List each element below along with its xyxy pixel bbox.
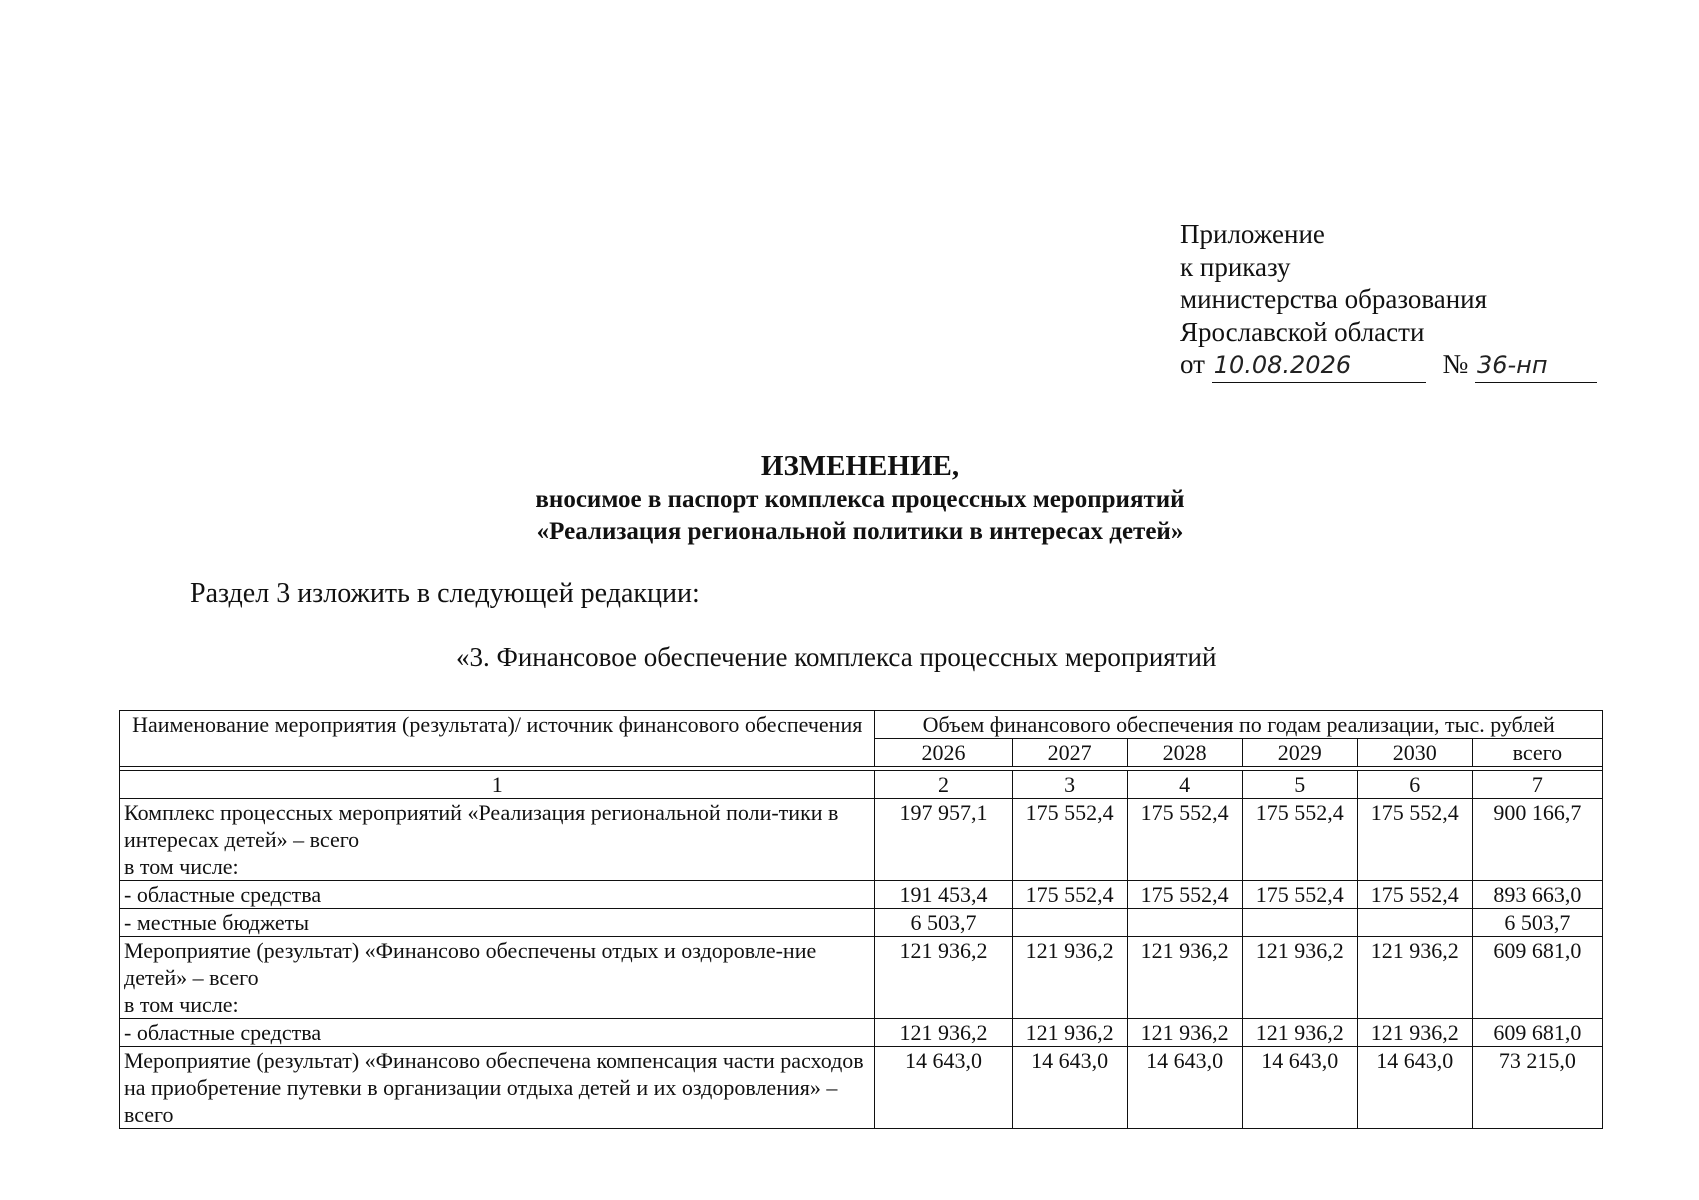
value-cell [1242, 909, 1357, 937]
row-name: - местные бюджеты [120, 909, 875, 937]
table-row [120, 1047, 1603, 1129]
column-number: 3 [1012, 771, 1127, 799]
from-label: от [1180, 349, 1205, 379]
value-cell: 121 936,2 [1357, 937, 1472, 1019]
value-cell: 191 453,4 [875, 881, 1012, 909]
title-subtitle-2: «Реализация региональной политики в интересах детей» [536, 518, 1184, 545]
value-cell: 175 552,4 [1012, 799, 1127, 881]
order-date-number-row [1180, 348, 1597, 383]
value-cell: 121 936,2 [1242, 937, 1357, 1019]
header-total: всего [1472, 739, 1602, 767]
table-row [120, 881, 1603, 909]
column-number: 7 [1472, 771, 1602, 799]
header-year: 2027 [1012, 739, 1127, 767]
header-year: 2028 [1127, 739, 1242, 767]
value-cell: 14 643,0 [1012, 1047, 1127, 1129]
row-name-cell [120, 799, 875, 881]
value-cell: 175 552,4 [1012, 881, 1127, 909]
value-cell: 175 552,4 [1242, 881, 1357, 909]
column-number: 1 [120, 771, 875, 799]
value-cell: 121 936,2 [1127, 937, 1242, 1019]
value-cell: 121 936,2 [1127, 1019, 1242, 1047]
header-year: 2030 [1357, 739, 1472, 767]
row-name: Мероприятие (результат) «Финансово обеспечена компенсация части расходов на приобретение путевки в организации отдыха детей и их оздоровления» – всего [120, 1047, 875, 1129]
value-cell: 175 552,4 [1242, 799, 1357, 881]
value-cell: 121 936,2 [1012, 937, 1127, 1019]
value-cell: 6 503,7 [875, 909, 1012, 937]
total-cell: 609 681,0 [1472, 1019, 1602, 1047]
value-cell: 14 643,0 [875, 1047, 1012, 1129]
title-main: ИЗМЕНЕНИЕ, [760, 450, 960, 482]
appendix-line-3: министерства образования [1180, 284, 1488, 314]
row-subtitle: в том числе: [124, 854, 239, 879]
number-label: № [1442, 349, 1469, 379]
appendix-line-4: Ярославской области [1180, 316, 1425, 347]
header-name-cell: Наименование мероприятия (результата)/ источник финансового обеспечения [120, 711, 875, 767]
section-title: «3. Финансовое обеспечение комплекса процессных мероприятий [456, 642, 1217, 672]
document-title [0, 448, 1699, 548]
row-name: - областные средства [120, 1019, 875, 1047]
table-row [120, 909, 1603, 937]
table-row [120, 1019, 1603, 1047]
row-name-cell [120, 937, 875, 1019]
value-cell: 14 643,0 [1357, 1047, 1472, 1129]
value-cell: 121 936,2 [875, 1019, 1012, 1047]
value-cell: 175 552,4 [1127, 881, 1242, 909]
total-cell: 73 215,0 [1472, 1047, 1602, 1129]
column-number: 6 [1357, 771, 1472, 799]
total-cell: 900 166,7 [1472, 799, 1602, 881]
table-header-row [120, 711, 1603, 739]
row-name: - областные средства [120, 881, 875, 909]
value-cell: 197 957,1 [875, 799, 1012, 881]
value-cell: 175 552,4 [1127, 799, 1242, 881]
value-cell [1012, 909, 1127, 937]
value-cell: 175 552,4 [1357, 799, 1472, 881]
header-volume-cell: Объем финансового обеспечения по годам реализации, тыс. рублей [875, 711, 1603, 739]
column-number: 4 [1127, 771, 1242, 799]
column-number-row [120, 771, 1603, 799]
header-year: 2026 [875, 739, 1012, 767]
value-cell: 121 936,2 [1242, 1019, 1357, 1047]
value-cell: 121 936,2 [875, 937, 1012, 1019]
order-date: 10.08.2026 [1212, 349, 1426, 383]
value-cell: 121 936,2 [1357, 1019, 1472, 1047]
total-cell: 6 503,7 [1472, 909, 1602, 937]
total-cell: 893 663,0 [1472, 881, 1602, 909]
table-row [120, 799, 1603, 881]
value-cell: 175 552,4 [1357, 881, 1472, 909]
order-number: 36-нп [1475, 349, 1597, 383]
appendix-line-1: Приложение [1180, 219, 1325, 249]
value-cell: 14 643,0 [1242, 1047, 1357, 1129]
value-cell [1127, 909, 1242, 937]
table-row [120, 937, 1603, 1019]
value-cell: 121 936,2 [1012, 1019, 1127, 1047]
row-name: Мероприятие (результат) «Финансово обеспечены отдых и оздоровле-ние детей» – всего [124, 938, 817, 990]
title-subtitle-1: вносимое в паспорт комплекса процессных мероприятий [535, 486, 1185, 513]
column-number: 2 [875, 771, 1012, 799]
appendix-block [1180, 218, 1597, 383]
row-name: Комплекс процессных мероприятий «Реализация региональной поли-тики в интересах детей» – всего [124, 800, 839, 852]
total-cell: 609 681,0 [1472, 937, 1602, 1019]
header-year: 2029 [1242, 739, 1357, 767]
value-cell [1357, 909, 1472, 937]
value-cell: 14 643,0 [1127, 1047, 1242, 1129]
appendix-line-2: к приказу [1180, 251, 1291, 282]
column-number: 5 [1242, 771, 1357, 799]
financing-table [119, 710, 1603, 1129]
row-subtitle: в том числе: [124, 992, 239, 1017]
intro-text: Раздел 3 изложить в следующей редакции: [190, 578, 700, 609]
